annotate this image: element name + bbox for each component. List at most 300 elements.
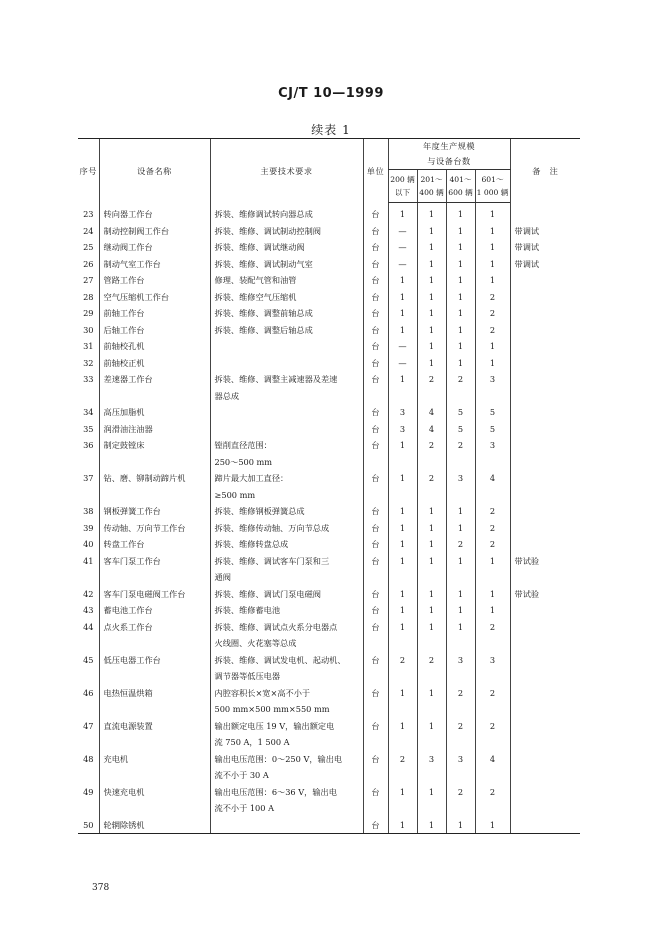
quantity: 2 (475, 503, 510, 520)
requirement-line: 拆装、维修、调整主减速器及差速 (214, 374, 338, 384)
equipment-name: 钻、磨、铆制动蹄片机 (99, 470, 210, 503)
row-number: 42 (83, 588, 94, 599)
equipment-name: 电热恒温烘箱 (99, 685, 210, 718)
technical-requirement (210, 404, 363, 421)
quantity: 2 (475, 322, 510, 339)
quantity: 1 (417, 784, 446, 817)
quantity: 1 (417, 203, 446, 223)
header-scale-line-1: 年度生产规模 (422, 141, 476, 151)
header-name: 设备名称 (99, 139, 210, 203)
remark (510, 784, 580, 817)
unit: 台 (363, 685, 388, 718)
quantity: 1 (475, 223, 510, 240)
technical-requirement (210, 272, 363, 289)
technical-requirement (210, 421, 363, 438)
row-number: 50 (78, 817, 99, 834)
remark (510, 322, 580, 339)
remark (510, 437, 580, 470)
row-number: 28 (83, 291, 94, 302)
quantity: 1 (388, 437, 417, 470)
unit: 台 (363, 272, 388, 289)
row-number: 34 (83, 407, 94, 417)
header-scale-group (388, 139, 510, 170)
table-body (78, 203, 580, 834)
technical-requirement (210, 619, 363, 652)
header-scale-line: 1 000 辆 (476, 188, 509, 197)
requirement-line: 拆装、维修钢板弹簧总成 (214, 506, 305, 516)
quantity: 2 (417, 652, 446, 685)
table-row (78, 272, 580, 289)
technical-requirement (210, 239, 363, 256)
quantity: 1 (417, 305, 446, 322)
remark (510, 652, 580, 685)
quantity: 1 (417, 718, 446, 751)
row-number: 32 (83, 357, 94, 368)
quantity: 4 (475, 470, 510, 503)
remark (510, 685, 580, 718)
quantity: 1 (446, 553, 475, 586)
quantity: 1 (417, 256, 446, 273)
quantity: 2 (388, 652, 417, 685)
equipment-name: 直流电源装置 (99, 718, 210, 751)
requirement-line: 流 750 A，1 500 A (214, 737, 290, 747)
equipment-name: 制定鼓镗床 (99, 437, 210, 470)
unit: 台 (363, 503, 388, 520)
quantity: 2 (446, 718, 475, 751)
quantity: 1 (475, 355, 510, 372)
table-row (78, 586, 580, 603)
technical-requirement (210, 503, 363, 520)
table-row (78, 685, 580, 718)
remark (510, 520, 580, 537)
quantity: 1 (446, 619, 475, 652)
technical-requirement (210, 289, 363, 306)
unit: 台 (363, 355, 388, 372)
row-number: 33 (83, 374, 94, 384)
requirement-line: 拆装、维修蓄电池 (214, 605, 281, 615)
requirement-line: 拆装、维修空气压缩机 (214, 291, 297, 302)
requirement-line: 流不小于 100 A (214, 803, 274, 813)
quantity: 2 (475, 520, 510, 537)
remark (510, 602, 580, 619)
quantity: 2 (475, 305, 510, 322)
requirement-line: 输出额定电压 19 V，输出额定电 (214, 720, 335, 731)
remark (510, 817, 580, 834)
requirement-line: 拆装、维修、调试继动阀 (214, 242, 305, 252)
unit: 台 (363, 817, 388, 834)
quantity: 2 (446, 371, 475, 404)
unit: 台 (363, 784, 388, 817)
quantity: 4 (417, 404, 446, 421)
technical-requirement (210, 338, 363, 355)
quantity: 1 (388, 718, 417, 751)
technical-requirement (210, 685, 363, 718)
quantity: 1 (417, 602, 446, 619)
technical-requirement (210, 520, 363, 537)
quantity: 1 (417, 272, 446, 289)
row-number: 26 (83, 258, 94, 269)
equipment-name: 前轴校正机 (99, 355, 210, 372)
quantity: 1 (446, 520, 475, 537)
quantity: 2 (446, 437, 475, 470)
quantity: 2 (475, 685, 510, 718)
remark (510, 203, 580, 223)
remark (510, 338, 580, 355)
unit: 台 (363, 289, 388, 306)
equipment-name: 差速器工作台 (99, 371, 210, 404)
requirement-line: 通阀 (214, 572, 231, 582)
equipment-name: 转盘工作台 (99, 536, 210, 553)
remark (510, 272, 580, 289)
remark (510, 470, 580, 503)
quantity: 1 (417, 338, 446, 355)
table-row (78, 553, 580, 586)
quantity: 4 (475, 751, 510, 784)
equipment-name: 点火系工作台 (99, 619, 210, 652)
technical-requirement (210, 602, 363, 619)
header-scale-600 (446, 170, 475, 203)
standard-code: CJ/T 10—1999 (278, 86, 384, 101)
quantity: 1 (446, 239, 475, 256)
quantity: 1 (446, 272, 475, 289)
quantity: 1 (417, 536, 446, 553)
remark (510, 536, 580, 553)
equipment-name: 制动气室工作台 (99, 256, 210, 273)
requirement-line: 火线圈、火花塞等总成 (214, 638, 297, 648)
quantity: 1 (446, 322, 475, 339)
quantity: 2 (388, 751, 417, 784)
remark (510, 305, 580, 322)
unit: 台 (363, 602, 388, 619)
row-number: 24 (83, 225, 94, 236)
quantity: 1 (475, 239, 510, 256)
quantity: 1 (446, 503, 475, 520)
requirement-line: 拆装、维修转盘总成 (214, 539, 289, 549)
remark (510, 404, 580, 421)
quantity: 1 (475, 817, 510, 834)
unit: 台 (363, 203, 388, 223)
quantity: 1 (417, 289, 446, 306)
technical-requirement (210, 536, 363, 553)
quantity: 3 (475, 371, 510, 404)
row-number: 46 (83, 687, 94, 698)
quantity: 1 (446, 586, 475, 603)
technical-requirement (210, 652, 363, 685)
row-number: 36 (83, 440, 94, 450)
quantity: 5 (475, 421, 510, 438)
equipment-name: 空气压缩机工作台 (99, 289, 210, 306)
row-number: 39 (83, 522, 94, 533)
table-row (78, 338, 580, 355)
equipment-name: 后轴工作台 (99, 322, 210, 339)
quantity: 4 (417, 421, 446, 438)
quantity: 2 (446, 536, 475, 553)
table-row (78, 470, 580, 503)
remark (510, 718, 580, 751)
equipment-name: 前轴工作台 (99, 305, 210, 322)
header-scale-line: 600 辆 (448, 188, 473, 197)
table-row (78, 289, 580, 306)
quantity: 2 (475, 536, 510, 553)
quantity: 1 (417, 685, 446, 718)
quantity: 1 (475, 553, 510, 586)
requirement-line: 输出电压范围：6～36 V，输出电 (214, 786, 337, 797)
table-row (78, 239, 580, 256)
row-number: 48 (83, 753, 94, 764)
quantity: 3 (446, 751, 475, 784)
equipment-name: 润滑油注油器 (99, 421, 210, 438)
table-row (78, 355, 580, 372)
quantity: 1 (388, 503, 417, 520)
remark: 带试验 (510, 553, 580, 586)
table-row (78, 652, 580, 685)
quantity: 1 (475, 602, 510, 619)
row-number: 45 (83, 654, 94, 665)
unit: 台 (363, 652, 388, 685)
quantity: 3 (446, 652, 475, 685)
header-scale-line: 401～ (449, 175, 472, 184)
row-number: 35 (83, 423, 94, 434)
quantity: 2 (446, 685, 475, 718)
technical-requirement (210, 718, 363, 751)
header-scale-line-2: 与设备台数 (427, 156, 471, 166)
header-scale-200 (388, 170, 417, 203)
quantity: 2 (475, 619, 510, 652)
quantity: 1 (475, 203, 510, 223)
table-row (78, 371, 580, 404)
remark (510, 503, 580, 520)
row-number: 40 (83, 539, 94, 549)
table-row (78, 602, 580, 619)
quantity: 1 (446, 223, 475, 240)
requirement-line: 输出电压范围：0～250 V，输出电 (214, 753, 343, 764)
equipment-name: 轮辋除锈机 (99, 817, 210, 834)
requirement-line: 镗削直径范围： (214, 440, 272, 450)
quantity: 1 (475, 586, 510, 603)
unit: 台 (363, 371, 388, 404)
quantity: 1 (475, 256, 510, 273)
equipment-name: 传动轴、万向节工作台 (99, 520, 210, 537)
row-number: 41 (83, 555, 94, 566)
quantity: 1 (388, 586, 417, 603)
table-row (78, 784, 580, 817)
unit: 台 (363, 223, 388, 240)
quantity: 5 (446, 404, 475, 421)
header-scale-line: 400 辆 (419, 188, 444, 197)
quantity: 3 (388, 421, 417, 438)
unit: 台 (363, 437, 388, 470)
row-number: 43 (83, 605, 94, 615)
technical-requirement (210, 322, 363, 339)
quantity: 1 (417, 553, 446, 586)
technical-requirement (210, 751, 363, 784)
table-row (78, 322, 580, 339)
requirement-line: 拆装、维修、调试点火系分电器点 (214, 621, 338, 632)
table-caption: 续表 1 (311, 123, 351, 137)
quantity: 1 (388, 817, 417, 834)
row-number: 27 (83, 275, 94, 285)
unit: 台 (363, 718, 388, 751)
unit: 台 (363, 586, 388, 603)
quantity: 2 (475, 289, 510, 306)
unit: 台 (363, 305, 388, 322)
quantity: 1 (388, 602, 417, 619)
quantity: 1 (417, 586, 446, 603)
row-number: 49 (83, 786, 94, 797)
remark (510, 421, 580, 438)
equipment-name: 蓄电池工作台 (99, 602, 210, 619)
quantity: 2 (475, 718, 510, 751)
equipment-name: 高压加脂机 (99, 404, 210, 421)
quantity: 1 (388, 305, 417, 322)
quantity: 1 (475, 272, 510, 289)
quantity: 1 (446, 355, 475, 372)
requirement-line: 250～500 mm (214, 456, 273, 467)
requirement-line: 拆装、维修调试转向器总成 (214, 208, 313, 219)
requirement-line: 内腔容积长×宽×高不小于 (214, 687, 311, 698)
unit: 台 (363, 338, 388, 355)
quantity: 2 (475, 784, 510, 817)
equipment-name: 继动阀工作台 (99, 239, 210, 256)
requirement-line: 拆装、维修传动轴、万向节总成 (214, 522, 330, 533)
row-number: 29 (83, 308, 94, 318)
unit: 台 (363, 256, 388, 273)
requirement-line: 拆装、维修、调试发电机、起动机、 (214, 654, 346, 665)
quantity: 1 (388, 272, 417, 289)
quantity: 2 (446, 784, 475, 817)
table-row (78, 203, 580, 223)
quantity: 1 (417, 322, 446, 339)
equipment-name: 钢板弹簧工作台 (99, 503, 210, 520)
quantity: 1 (388, 371, 417, 404)
row-number: 25 (83, 242, 94, 252)
equipment-name: 转向器工作台 (99, 203, 210, 223)
unit: 台 (363, 404, 388, 421)
quantity: 1 (417, 355, 446, 372)
quantity: — (388, 338, 417, 355)
quantity: — (388, 239, 417, 256)
equipment-name: 制动控制阀工作台 (99, 223, 210, 240)
technical-requirement (210, 371, 363, 404)
header-note: 备 注 (510, 139, 580, 203)
remark: 带调试 (510, 256, 580, 273)
quantity: 1 (388, 520, 417, 537)
remark (510, 355, 580, 372)
technical-requirement (210, 305, 363, 322)
table-row (78, 619, 580, 652)
row-number: 38 (83, 506, 94, 516)
technical-requirement (210, 553, 363, 586)
header-requirements: 主要技术要求 (210, 139, 363, 203)
quantity: — (388, 223, 417, 240)
row-number: 44 (83, 621, 94, 632)
quantity: 1 (417, 223, 446, 240)
requirement-line: ≥500 mm (214, 489, 256, 500)
equipment-name: 快速充电机 (99, 784, 210, 817)
quantity: 1 (388, 784, 417, 817)
equipment-name: 充电机 (99, 751, 210, 784)
requirement-line: 拆装、维修、调整前轴总成 (214, 308, 313, 318)
remark: 带调试 (510, 239, 580, 256)
unit: 台 (363, 421, 388, 438)
quantity: 1 (417, 239, 446, 256)
quantity: 1 (475, 338, 510, 355)
quantity: 2 (417, 437, 446, 470)
header-scale-line: 601～ (481, 175, 504, 184)
header-scale-line: 200 辆 (390, 175, 415, 184)
row-number: 37 (83, 473, 94, 483)
header-unit: 单位 (363, 139, 388, 203)
row-number: 47 (83, 720, 94, 731)
technical-requirement (210, 437, 363, 470)
row-number: 30 (83, 324, 94, 335)
remark: 带调试 (510, 223, 580, 240)
quantity: 2 (417, 371, 446, 404)
quantity: 2 (417, 470, 446, 503)
equipment-name: 低压电器工作台 (99, 652, 210, 685)
quantity: 1 (388, 685, 417, 718)
quantity: 1 (446, 305, 475, 322)
quantity: 3 (388, 404, 417, 421)
requirement-line: 拆装、维修、调试客车门泵和三 (214, 555, 330, 566)
remark (510, 371, 580, 404)
quantity: 1 (417, 520, 446, 537)
technical-requirement (210, 355, 363, 372)
technical-requirement (210, 784, 363, 817)
header-scale-400 (417, 170, 446, 203)
quantity: 1 (417, 619, 446, 652)
unit: 台 (363, 239, 388, 256)
page-number: 378 (92, 883, 110, 893)
quantity: 1 (446, 256, 475, 273)
quantity: 1 (388, 619, 417, 652)
remark (510, 619, 580, 652)
unit: 台 (363, 470, 388, 503)
quantity: 3 (417, 751, 446, 784)
table-row (78, 421, 580, 438)
header-no: 序号 (78, 139, 99, 203)
quantity: 1 (446, 338, 475, 355)
quantity: — (388, 256, 417, 273)
technical-requirement (210, 256, 363, 273)
quantity: 1 (417, 503, 446, 520)
requirement-line: 流不小于 30 A (214, 770, 269, 780)
quantity: 1 (446, 817, 475, 834)
requirement-line: 修理、装配气管和油管 (214, 275, 297, 285)
equipment-name: 客车门泵电磁阀工作台 (99, 586, 210, 603)
equipment-name: 管路工作台 (99, 272, 210, 289)
unit: 台 (363, 520, 388, 537)
header-scale-1000 (475, 170, 510, 203)
requirement-line: 拆装、维修、调试制动控制阀 (214, 225, 321, 236)
equipment-table (78, 138, 580, 834)
quantity: 3 (475, 437, 510, 470)
unit: 台 (363, 553, 388, 586)
table-row (78, 223, 580, 240)
quantity: 1 (446, 203, 475, 223)
remark (510, 289, 580, 306)
technical-requirement (210, 203, 363, 223)
quantity: 3 (475, 652, 510, 685)
remark (510, 751, 580, 784)
requirement-line: 蹄片最大加工直径： (214, 473, 289, 483)
technical-requirement (210, 817, 363, 834)
quantity: 1 (446, 289, 475, 306)
requirement-line: 器总成 (214, 390, 240, 401)
table-row (78, 503, 580, 520)
quantity: 1 (388, 536, 417, 553)
technical-requirement (210, 223, 363, 240)
